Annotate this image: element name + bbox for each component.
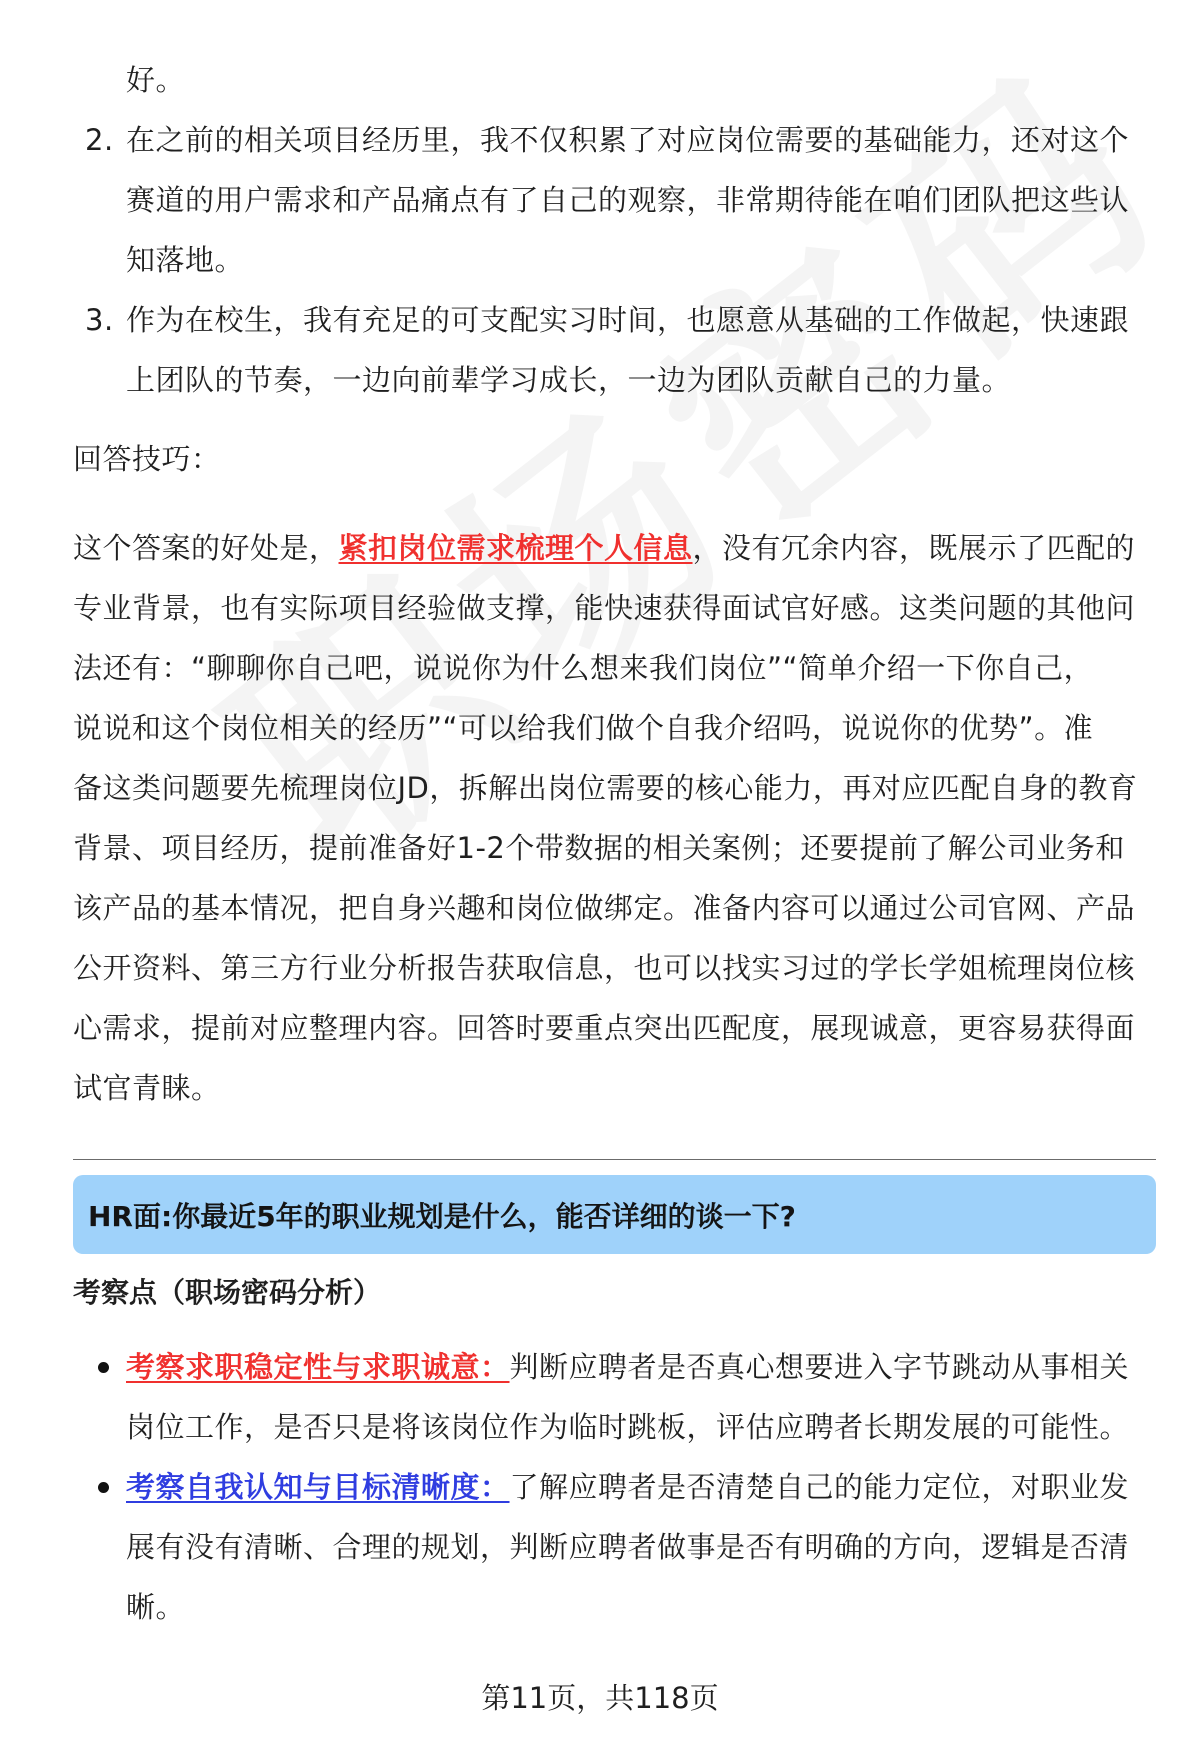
prev-item-tail: 好。 [126,63,186,97]
bullet-dot-icon [98,1482,109,1493]
section-title: 考察点（职场密码分析） [73,1276,382,1309]
bullet-line: 晰。 [126,1590,186,1624]
tips-title: 回答技巧： [73,442,221,476]
bullet-dot-icon [98,1362,109,1373]
bullet-line: 展有没有清晰、合理的规划，判断应聘者做事是否有明确的方向，逻辑是否清 [126,1530,1130,1564]
paragraph-line: 背景、项目经历，提前准备好1-2个带数据的相关案例；还要提前了解公司业务和 [73,831,1125,865]
list-number: 2. [85,123,114,157]
list-item-line: 作为在校生，我有充足的可支配实习时间，也愿意从基础的工作做起，快速跟 [126,303,1130,337]
bullet-text: 了解应聘者是否清楚自己的能力定位，对职业发 [509,1470,1130,1504]
paragraph-line: 备这类问题要先梳理岗位JD，拆解出岗位需要的核心能力，再对应匹配自身的教育 [73,771,1138,805]
tips-paragraph [73,518,1153,1118]
paragraph-line: 公开资料、第三方行业分析报告获取信息，也可以找实习过的学长学姐梳理岗位核 [73,951,1136,985]
page-content [73,50,1153,1637]
bullet-highlight: 考察自我认知与目标清晰度： [126,1470,510,1504]
paragraph-line: 该产品的基本情况，把自身兴趣和岗位做绑定。准备内容可以通过公司官网、产品 [73,891,1136,925]
paragraph-line: 法还有：“聊聊你自己吧，说说你为什么想来我们岗位”“简单介绍一下你自己， [73,651,1094,685]
tips-suffix: ，没有冗余内容，既展示了匹配的 [692,531,1136,565]
list-item-line: 上团队的节奏，一边向前辈学习成长，一边为团队贡献自己的力量。 [126,363,1012,397]
bullet-line [126,1457,1153,1517]
bullet-text: 判断应聘者是否真心想要进入字节跳动从事相关 [509,1350,1130,1384]
paragraph-line: 心需求，提前对应整理内容。回答时要重点突出匹配度，展现诚意，更容易获得面 [73,1011,1136,1045]
bullet-item [73,1457,1153,1637]
question-heading: HR面:你最近5年的职业规划是什么，能否详细的谈一下? [88,1199,796,1233]
numbered-list [73,110,1153,410]
bullet-highlight: 考察求职稳定性与求职诚意： [126,1350,510,1384]
tips-highlight: 紧扣岗位需求梳理个人信息 [338,531,693,565]
paragraph-line: 专业背景，也有实际项目经验做支撑，能快速获得面试官好感。这类问题的其他问 [73,591,1136,625]
section-divider [73,1159,1156,1160]
list-item-line: 赛道的用户需求和产品痛点有了自己的观察，非常期待能在咱们团队把这些认 [126,183,1130,217]
list-item [73,290,1153,410]
bullet-item [73,1337,1153,1457]
list-item [73,110,1153,290]
bullet-list [73,1337,1153,1637]
bullet-line [126,1337,1153,1397]
list-item-line: 知落地。 [126,243,245,277]
paragraph-line: 说说和这个岗位相关的经历”“可以给我们做个自我介绍吗，说说你的优势”。准 [73,711,1094,745]
paragraph-line: 试官青睐。 [73,1071,221,1105]
list-number: 3. [85,303,114,337]
bullet-line: 岗位工作，是否只是将该岗位作为临时跳板，评估应聘者长期发展的可能性。 [126,1410,1130,1444]
page-number-footer: 第11页，共118页 [481,1681,719,1715]
question-heading-box [73,1175,1156,1254]
tips-prefix: 这个答案的好处是， [73,531,339,565]
paragraph-line [73,518,1153,578]
list-item-line: 在之前的相关项目经历里，我不仅积累了对应岗位需要的基础能力，还对这个 [126,123,1130,157]
